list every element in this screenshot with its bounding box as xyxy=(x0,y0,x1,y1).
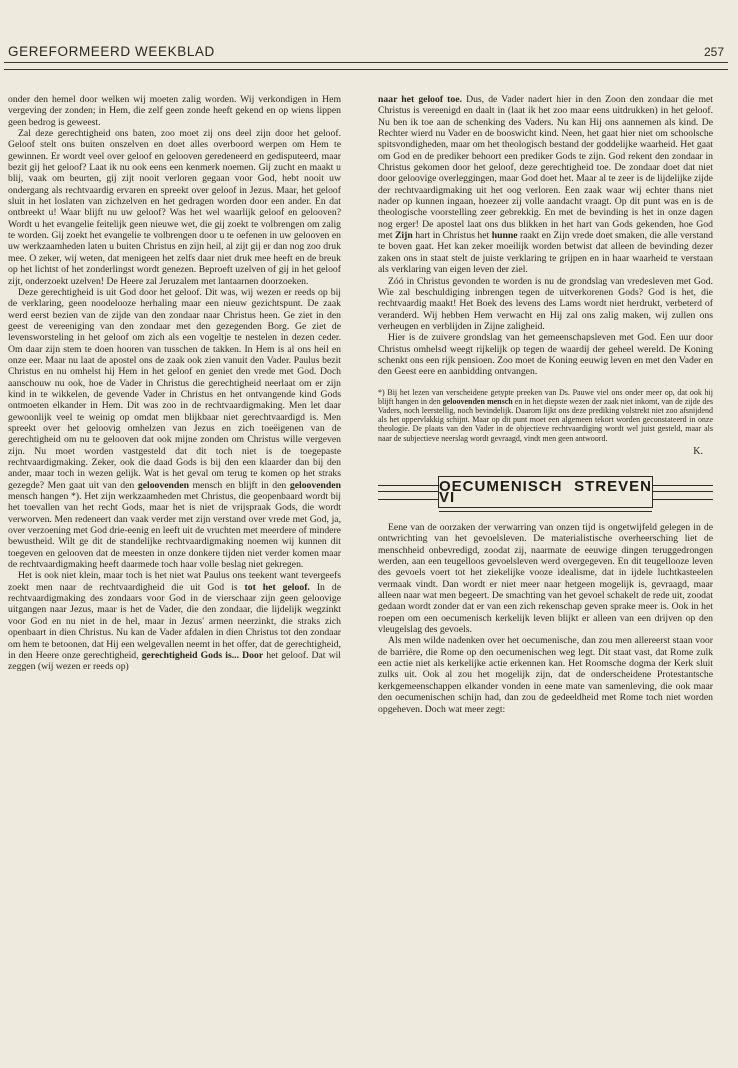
header-rule xyxy=(4,62,728,70)
right-paragraph: Hier is de zuivere grondslag van het gemeenschapsleven met God. Een uur door Christus omhelsd weegt rijkelijk op tegen de waardij der geheel wereld. De Koning schenkt ons een rijk pensioen. Zoo moet de Koning eeuwig leven en met den Vader en den Geest eere en aanbidding ontvangen. xyxy=(378,332,713,378)
heading-ornament-left xyxy=(378,485,438,500)
running-header xyxy=(8,44,724,59)
left-column xyxy=(8,94,341,1054)
heading-frame xyxy=(438,476,653,508)
left-paragraph: Het is ook niet klein, maar toch is het niet wat Paulus ons teekent want tevergeefs zoekt men naar de rechtvaardigheid die uit God is tot het geloof. In de rechtvaardigmaking des zondaars voor God in de vierschaar zijn geen geloovige uitgangen naar Jezus, maar is het de Vader, die den zondaar, die lijdelijk wegzinkt voor God en nu niet in de hel, maar in Jezus' armen neerzinkt, die straks zich openbaart in dien Christus. Nu kan de Vader afdalen in dien Christus tot den zondaar om hem te betoonen, dat Hij een welgevallen neemt in het offer, dat de gerechtigheid, in den Heere onze gerechtigheid, gerechtigheid Gods is... Door het geloof. Dat wil zeggen (wij wezen er reeds op) xyxy=(8,570,341,673)
right-paragraph: naar het geloof toe. Dus, de Vader nadert hier in den Zoon den zondaar die met Christus is vereenigd en daalt in (laat ik het zoo maar eens uitdrukken) in het geloof. Nu ben ik toe aan de schenking des Vaders. Nu kan Hij ons aannemen als kind. De Rechter wierd nu Vader en de booswicht kind. Neen, het gaat hier niet om schoolsche spitsvondigheden, maar om het theologisch bestand der goddelijke waarheid. Het gaat om God en de prediker behoort een prediker Gods te zijn. God rekent den zondaar in Christus gekomen door het geloof, deze gerechtigheid toe. De zondaar doet dat niet door geloovige overleggingen, maar God doet het. Maar al te zeer is de lijdelijke zijde der rechtvaardigmaking uit het oog verloren. Een zaak waar wij echter thans niet nader op kunnen ingaan, hoezeer zij volle aandacht vraagt. Op dit punt was en is de theologische voorstelling zeer gebrekkig. En met de bevinding is het in onze dagen nog erger! De apostel laat ons dus blikken in het hart van Gods gekenden, hoe God met Zijn hart in Christus het hunne raakt en Zijn vrede doet smaken, die alle verstand te boven gaat. Het kan zeker moeilijk worden betwist dat alleen de bevinding dezer zaken ons in staat stelt de juiste verklaring te grijpen en in haar waarheid te verstaan als verklaring van eigen leven der ziel. xyxy=(378,94,713,276)
left-paragraph: onder den hemel door welken wij moeten zalig worden. Wij verkondigen in Hem vergeving der zonden; in Hem, die zelf geen zonde heeft gekend en op wiens lippen geen bedrog is geweest. xyxy=(8,94,341,128)
section-heading: OECUMENISCH STREVEN VI xyxy=(439,477,652,507)
section-paragraph: Als men wilde nadenken over het oecumenische, dan zou men allereerst staan voor de barrière, die Rome op den oecumenischen weg legt. Dit staat vast, dat Rome zulk een actie niet als kerkelijke actie erkennen kan. Het Roomsche dogma der Kerk sluit zulks uit. Ook al zou het mogelijk zijn, dat de onderscheidene Protestantsche kerkgemeenschappen elkander vonden in eene mate van samenleving, die ook maar den oecumenischen schijn had, dan zou de gedeeldheid met Rome toch niet worden opgeheven. Doch wat meer zegt: xyxy=(378,635,713,715)
heading-ornament-right xyxy=(653,485,713,500)
right-column xyxy=(378,94,713,1054)
page-number: 257 xyxy=(703,45,724,59)
section-paragraph: Eene van de oorzaken der verwarring van onzen tijd is ongetwijfeld gelegen in de ontwrichting van het gevoelsleven. De materialistische overheersching liet de menschheid onbevredigd, zoodat zij, naarmate de eeuwige dingen teruggedrongen werden, aan een teugelloos gevoelsleven werd overgegeven. En dit teugellooze leven des gevoels voert tot het ziekelijke vooze idealisme, dat in ijdele luchtkasteelen vermaak vindt. Dan wordt er niet meer naar hetgeen mogelijk is, gevraagd, maar alleen naar wat men begeert. De smachting van het gevoel schakelt de rede uit, zoodat gedaan wordt zonder dat er van een zich rekenschap geven sprake meer is. Ook in het roepen om een oecumenisch kerkelijk leven blijkt er alleen van een drijven op den vleugelslag des gevoels. xyxy=(378,522,713,636)
footnote: *) Bij het lezen van verscheidene getypte preeken van Ds. Pauwe viel ons onder meer op, dat ook hij blijft hangen in den geloovenden mensch en in het diepste wezen der zaak niet inkomt, van de zijde des Vaders, noch leerstellig, noch bevindelijk. Daarom lijkt ons deze prediking volstrekt niet zoo afsnijdend als het oppervlakkig schijnt. Maar op dit punt moet een algemeen tekort worden geconstateerd in onze theologie. De plaats van den Vader in de objectieve rechtvaardiging wordt wel juist gesteld, maar als naar de subjectieve neerslag wordt gevraagd, vindt men geen antwoord. K. xyxy=(378,387,713,457)
left-paragraph: Zal deze gerechtigheid ons baten, zoo moet zij ons deel zijn door het geloof. Geloof stelt ons buiten onszelven en doet alles overboord werpen om Hem te gewinnen. Er wordt veel over geloof en gelooven geredeneerd en gedisputeerd, maar bezit gij het geloof? Laat ik nu ook eens een kenmerk noemen. Gij zucht en maakt u blij, vaak om beurten, gij zijt nooit verloren gegaan voor God, hebt nooit uw ondergang als rechtvaardig ervaren en spreekt over geloof in Jezus. Maar, het geloof sluit in het loslaten van zichzelven en het gedragen worden door een ander. En dat ontbreekt u! Waar blijft nu uw geloof? Was het wel waarlijk geloof en gelooven? Wordt u het evangelie feitelijk geen nieuwe wet, die gij zoekt te volbrengen om zalig te worden. Gij zoekt het evangelie te volbrengen door u te oefenen in uw gelooven en uw werkzaamheden laten u buiten Christus en zijn heil, al zijt gij er dan nog zoo druk mee. O zeker, wij weten, dat menigeen het zelfs daar niet druk mee heeft en de breuk op het lichtst of het zonderlingst wordt genezen. Beproeft uzelven of gij in het geloof zijt, onderzoekt uzelven! De Heere zal Jeruzalem met lantaarnen doorzoeken. xyxy=(8,128,341,287)
signature: K. xyxy=(693,445,703,457)
section-body xyxy=(378,522,713,715)
journal-title: GEREFORMEERD WEEKBLAD xyxy=(8,44,215,59)
section-heading-box xyxy=(378,476,713,510)
right-paragraph: Zóó in Christus gevonden te worden is nu de grondslag van vredesleven met God. Wie zal beschuldiging inbrengen tegen de uitverkorenen Gods? God is het, die rechtvaardig maakt! Het Boek des levens des Lams wordt niet herdrukt, verbeterd of veranderd. Wij hebben Hem verwacht en Hij zal ons zalig maken, wij zullen ons verheugen en verblijden in Zijne zaligheid. xyxy=(378,275,713,332)
left-paragraph: Deze gerechtigheid is uit God door het geloof. Dit was, wij wezen er reeds op bij de verklaring, geen noodelooze herhaling maar een nieuw gezichtspunt. De zaak werd eerst bezien van de zijde van den zondaar naar Christus heen. Ge ziet in den geest de vereeniging van den zondaar met den gezegenden Borg. Ge ziet de levensworsteling in het geloof om zich als een vogeltje te nestelen in dezen ceder. Om daar zijn stem te doen hooren van tusschen de takken. In Hem is al ons heil en onze eer. Maar nu laat de apostel ons de zaak ook zien vanuit den Vader. Paulus bezit Christus en nu omhelst hij Hem in het geloof en geniet den vrede met God. Doch aanschouw nu ook, hoe de Vader in Christus die gerechtigheid neerlaat om er zijn kind in te wikkelen, de gevende Vader in Christus en het ontvangende kind Gods ontmoeten elkander in Hem. Dit was zoo in de rechtvaardigmaking. Men let daar gewoonlijk veel te weinig op omdat men blijkbaar niet gerechtvaardigd is. Men spreekt over het geloovig omhelzen van Jezus en zich toeëigenen van de gerechtigheid om nu te gelooven dat ook mijne zonden om Christus wille vergeven zijn. Nu moet worden vastgesteld dat dit toch niet is de toegepaste rechtvaardigmaking. Zeker, ook die daad Gods is bij den een klaarder dan bij den ander, maar toch in wezen gelijk. Wat is het geval om terug te komen op het straks gezegde? Men gaat uit van den geloovenden mensch en blijft in den geloovenden mensch hangen *). Het zijn werkzaamheden met Christus, die geopenbaard wordt bij het toevallen van het recht Gods, maar het is niet de vrijspraak Gods, die wordt verworven. Men redeneert dan vaak verder met zijn verstand over vrede met God, ja, over verzoening met God drie-eenig en leeft uit de vruchten met meerdere of mindere bewustheid. Wilt ge dit de standelijke rechtvaardigmaking noemen wij kunnen dit toegeven en gelooven dat de meesten in onze donkere tijden niet verder komen maar de rechtvaardigmaking heeft daarmede toch haar volle beslag niet gekregen. xyxy=(8,286,341,571)
